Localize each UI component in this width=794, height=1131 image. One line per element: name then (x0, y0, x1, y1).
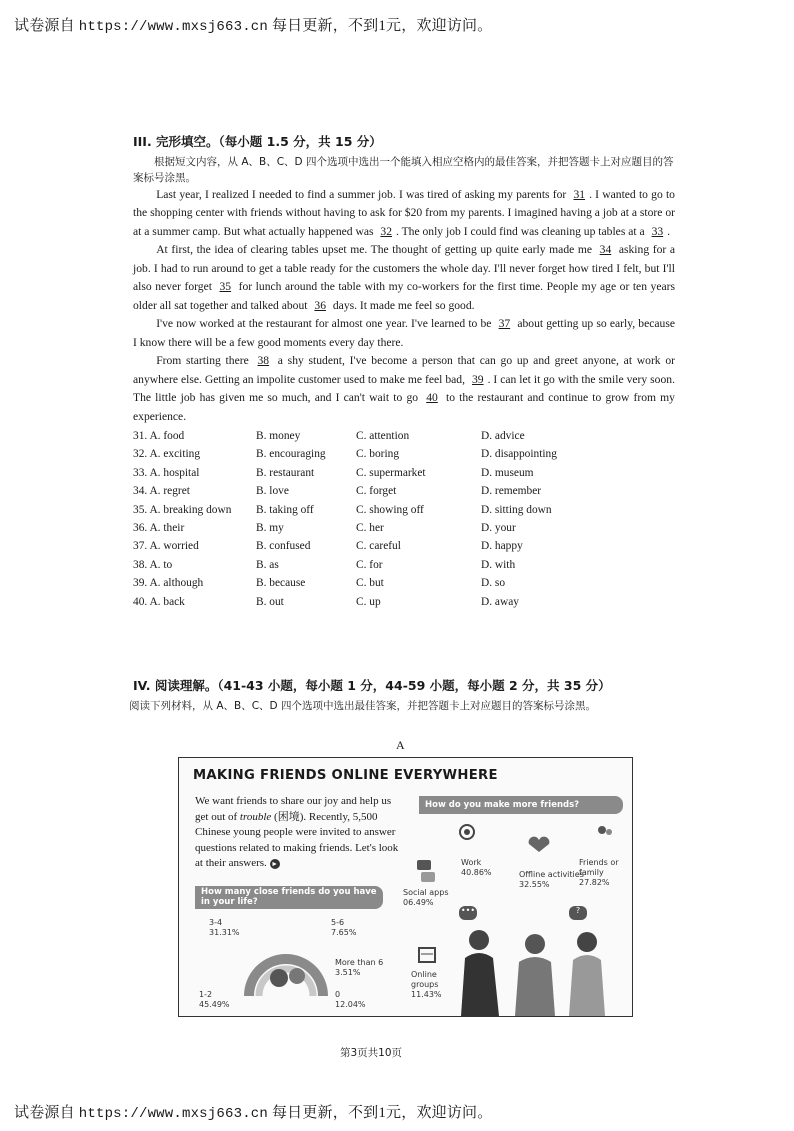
banner-suffix: 每日更新，不到1元，欢迎访问。 (271, 1105, 493, 1121)
person-icon (270, 969, 288, 987)
stat-3-4: 3-4 31.31% (209, 918, 240, 937)
social-apps-icon (415, 858, 437, 884)
option-row: 37. A. worried B. confused C. careful D. happy (133, 540, 523, 553)
banner-url[interactable]: https://www.mxsj663.cn (78, 19, 268, 35)
blank-33: 33 (651, 224, 664, 238)
stat-1-2: 1-2 45.49% (199, 990, 230, 1009)
person-icon (289, 968, 305, 984)
blank-40: 40 (426, 391, 438, 404)
stat-0: 0 12.04% (335, 990, 366, 1009)
option-row: 36. A. their B. my C. her D. your (133, 522, 516, 535)
blank-31: 31 (573, 187, 586, 201)
question2-banner: How do you make more friends? (419, 796, 623, 814)
source-banner-top (14, 14, 492, 35)
stat-work: Work 40.86% (461, 858, 492, 877)
passage-label: A (396, 738, 405, 752)
stat-offline-activities: Offline activities 32.55% (519, 870, 584, 889)
section4-title: IV. 阅读理解。（41-43 小题，每小题 1 分，44-59 小题，每小题 2 分，共 35 分） (133, 678, 611, 693)
chat-bubble-icon: ••• (459, 906, 477, 920)
blank-39: 39 (471, 372, 484, 386)
answer-options (133, 427, 675, 611)
stat-5-6: 5-6 7.65% (331, 918, 357, 937)
cloze-paragraph-1: Last year, I realized I needed to find a summer job. I was tired of asking my parents for 31 . I wanted to go to the shopping center with friends without having to ask for $20 from my parents. I imagined having a job at a store or at a summer camp. But what actually happened was 32 . The only job I could find was cleaning up tables at a 33 . (133, 186, 675, 242)
reading-section (129, 676, 693, 712)
arrow-circle-icon: ► (271, 860, 278, 868)
option-row: 38. A. to B. as C. for D. with (133, 558, 516, 571)
option-row: 32. A. exciting B. encouraging C. boring D. disappointing (133, 448, 557, 461)
section3-instruction: 根据短文内容，从 A、B、C、D 四个选项中选出一个能填入相应空格内的最佳答案，并把答题卡上对应题目的答案标号涂黑。 (133, 155, 674, 184)
option-row: 34. A. regret B. love C. forget D. remember (133, 485, 542, 498)
blank-35: 35 (219, 280, 232, 293)
option-row: 35. A. breaking down B. taking off C. showing off D. sitting down (133, 503, 552, 516)
keyword-trouble: trouble (239, 810, 272, 823)
option-row: 33. A. hospital B. restaurant C. supermarket D. museum (133, 466, 534, 479)
stat-social-apps: Social apps 06.49% (403, 888, 449, 907)
infographic-intro: We want friends to share our joy and help us get out of trouble (困境). Recently, 5,500 Chinese young people were invited to answer questions related to making friends. Let's look at their answers. ► (195, 795, 399, 869)
blank-38: 38 (257, 354, 270, 367)
cloze-section (133, 133, 675, 611)
banner-suffix: 每日更新，不到1元，欢迎访问。 (271, 18, 493, 34)
option-row: 31. A. food B. money C. attention D. advice (133, 430, 525, 442)
page-number: 第3页共10页 (340, 1047, 403, 1059)
banner-prefix: 试卷源自 (14, 18, 75, 34)
section3-title: III. 完形填空。（每小题 1.5 分，共 15 分） (133, 134, 382, 149)
blank-37: 37 (498, 317, 511, 330)
heart-icon (525, 836, 553, 854)
chat-bubble-icon: ? (569, 906, 587, 920)
work-icon (455, 820, 479, 842)
stat-friends-or-family: Friends or family 27.82% (579, 858, 619, 887)
banner-prefix: 试卷源自 (14, 1105, 75, 1121)
friends-ring-illustration (241, 928, 331, 998)
source-banner-bottom (14, 1101, 492, 1122)
stat-more-than-6: More than 6 3.51% (335, 958, 384, 977)
option-row: 40. A. back B. out C. up D. away (133, 595, 519, 608)
cloze-paragraph-2: At first, the idea of clearing tables upset me. The thought of getting up quite early made me 34 asking for a job. I had to run around to get a table ready for the customers the whole day. I'll never forget how tired I felt, but I'll also never forget 35 for lunch around the table with my co-workers for the first time. People my age or ten years older all sat together and talked about 36 days. It made me feel so good. (133, 241, 675, 315)
section4-instruction: 阅读下列材料，从 A、B、C、D 四个选项中选出最佳答案，并把答题卡上对应题目的答案标号涂黑。 (129, 700, 596, 712)
cloze-paragraph-3: I've now worked at the restaurant for almost one year. I've learned to be 37 about getting up so early, because I know there will be a few good moments every day there. (133, 317, 675, 349)
blank-34: 34 (599, 243, 612, 256)
blank-36: 36 (314, 298, 326, 312)
online-groups-icon (417, 946, 437, 966)
infographic-title: MAKING FRIENDS ONLINE EVERYWHERE (193, 768, 498, 783)
blank-32: 32 (380, 224, 392, 238)
stat-online-groups: Online groups 11.43% (411, 970, 442, 999)
question1-banner: How many close friends do you have in your life? (195, 886, 383, 909)
cloze-paragraph-4: From starting there 38 a shy student, I've become a person that can go up and greet anyone, at work or anywhere else. Getting an impolite customer used to make me feel bad, 39 . I can let it go with the smile very soon. The little job has given me so much, and I can't wait to go 40 to the restaurant and continue to grow from my experience. (133, 354, 675, 423)
option-row: 39. A. although B. because C. but D. so (133, 577, 506, 590)
family-icon (595, 822, 615, 842)
banner-url[interactable]: https://www.mxsj663.cn (78, 1106, 268, 1122)
infographic (178, 757, 633, 1017)
people-illustration (455, 918, 625, 1016)
